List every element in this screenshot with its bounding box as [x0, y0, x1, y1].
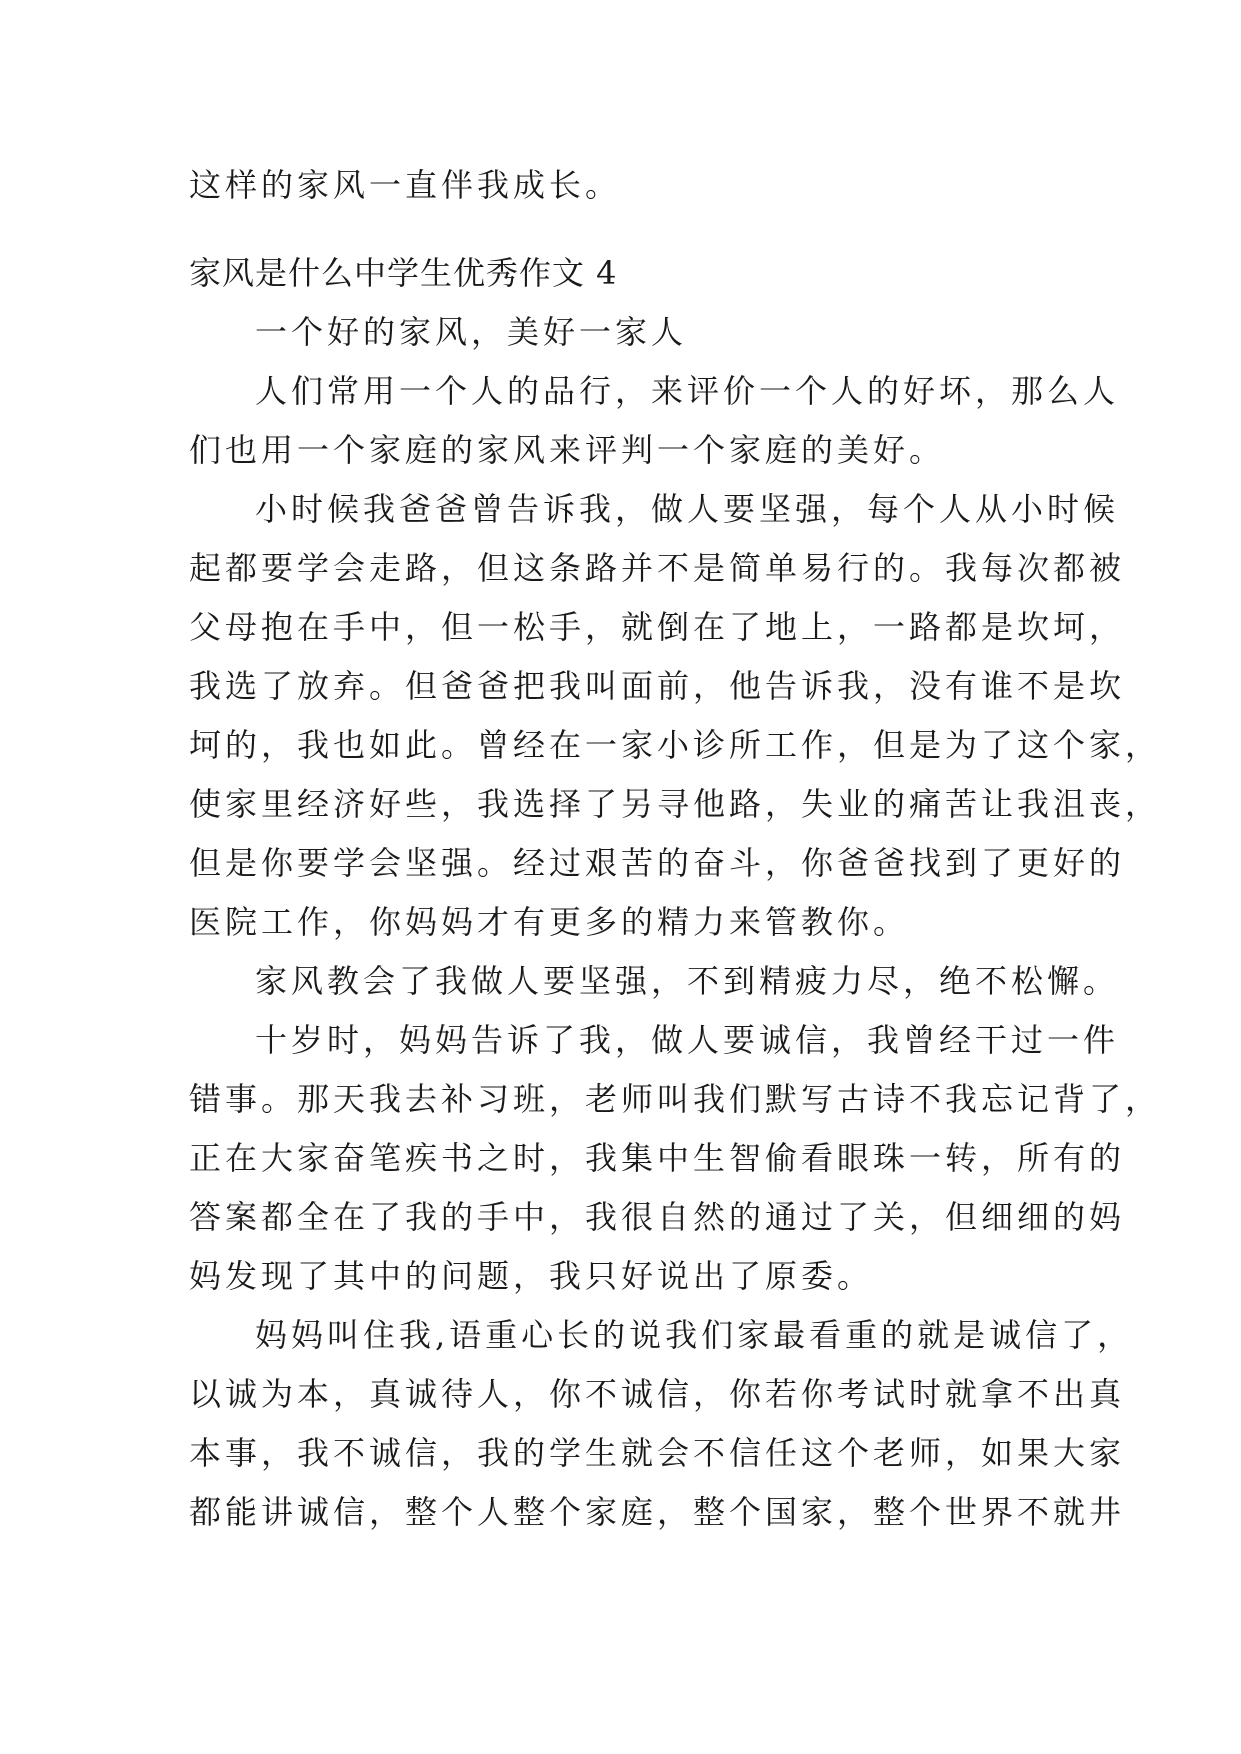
paragraph-line: 本事，我不诚信，我的学生就会不信任这个老师，如果大家	[189, 1434, 1126, 1472]
paragraph-line: 小时候我爸爸曾告诉我，做人要坚强，每个人从小时候	[255, 490, 1120, 528]
paragraph-line: 妈妈叫住我,语重心长的说我们家最看重的就是诚信了，	[255, 1316, 1134, 1354]
essay-subtitle: 一个好的家风，美好一家人	[255, 313, 688, 351]
paragraph-line: 答案都全在了我的手中，我很自然的通过了关，但细细的妈	[189, 1198, 1126, 1236]
paragraph-line: 医院工作，你妈妈才有更多的精力来管教你。	[189, 903, 910, 941]
paragraph-line: 错事。那天我去补习班，老师叫我们默写古诗不我忘记背了，	[189, 1080, 1162, 1118]
essay-section	[189, 244, 1162, 1542]
paragraph-line: 使家里经济好些，我选择了另寻他路，失业的痛苦让我沮丧，	[189, 785, 1162, 823]
paragraph-line: 我选了放弃。但爸爸把我叫面前，他告诉我，没有谁不是坎	[189, 667, 1126, 705]
paragraph-line: 以诚为本，真诚待人，你不诚信，你若你考试时就拿不出真	[189, 1375, 1126, 1413]
paragraph-line: 都能讲诚信，整个人整个家庭，整个国家，整个世界不就井	[189, 1493, 1126, 1531]
paragraph-line: 这样的家风一直伴我成长。	[189, 166, 622, 204]
paragraph-line: 但是你要学会坚强。经过艰苦的奋斗，你爸爸找到了更好的	[189, 844, 1126, 882]
paragraph-line: 家风教会了我做人要坚强，不到精疲力尽，绝不松懈。	[255, 962, 1120, 1000]
paragraph-line: 正在大家奋笔疾书之时，我集中生智偷看眼珠一转，所有的	[189, 1139, 1126, 1177]
paragraph-line: 父母抱在手中，但一松手，就倒在了地上，一路都是坎坷，	[189, 608, 1126, 646]
closing-paragraph	[189, 156, 1069, 215]
paragraph-line: 妈发现了其中的问题，我只好说出了原委。	[189, 1257, 874, 1295]
paragraph-line: 们也用一个家庭的家风来评判一个家庭的美好。	[189, 431, 946, 469]
paragraph-line: 十岁时，妈妈告诉了我，做人要诚信，我曾经干过一件	[255, 1021, 1120, 1059]
paragraph-line: 人们常用一个人的品行，来评价一个人的好坏，那么人	[255, 372, 1120, 410]
paragraph-line: 坷的，我也如此。曾经在一家小诊所工作，但是为了这个家，	[189, 726, 1162, 764]
essay-heading: 家风是什么中学生优秀作文 4	[189, 254, 618, 292]
paragraph-line: 起都要学会走路，但这条路并不是简单易行的。我每次都被	[189, 549, 1126, 587]
